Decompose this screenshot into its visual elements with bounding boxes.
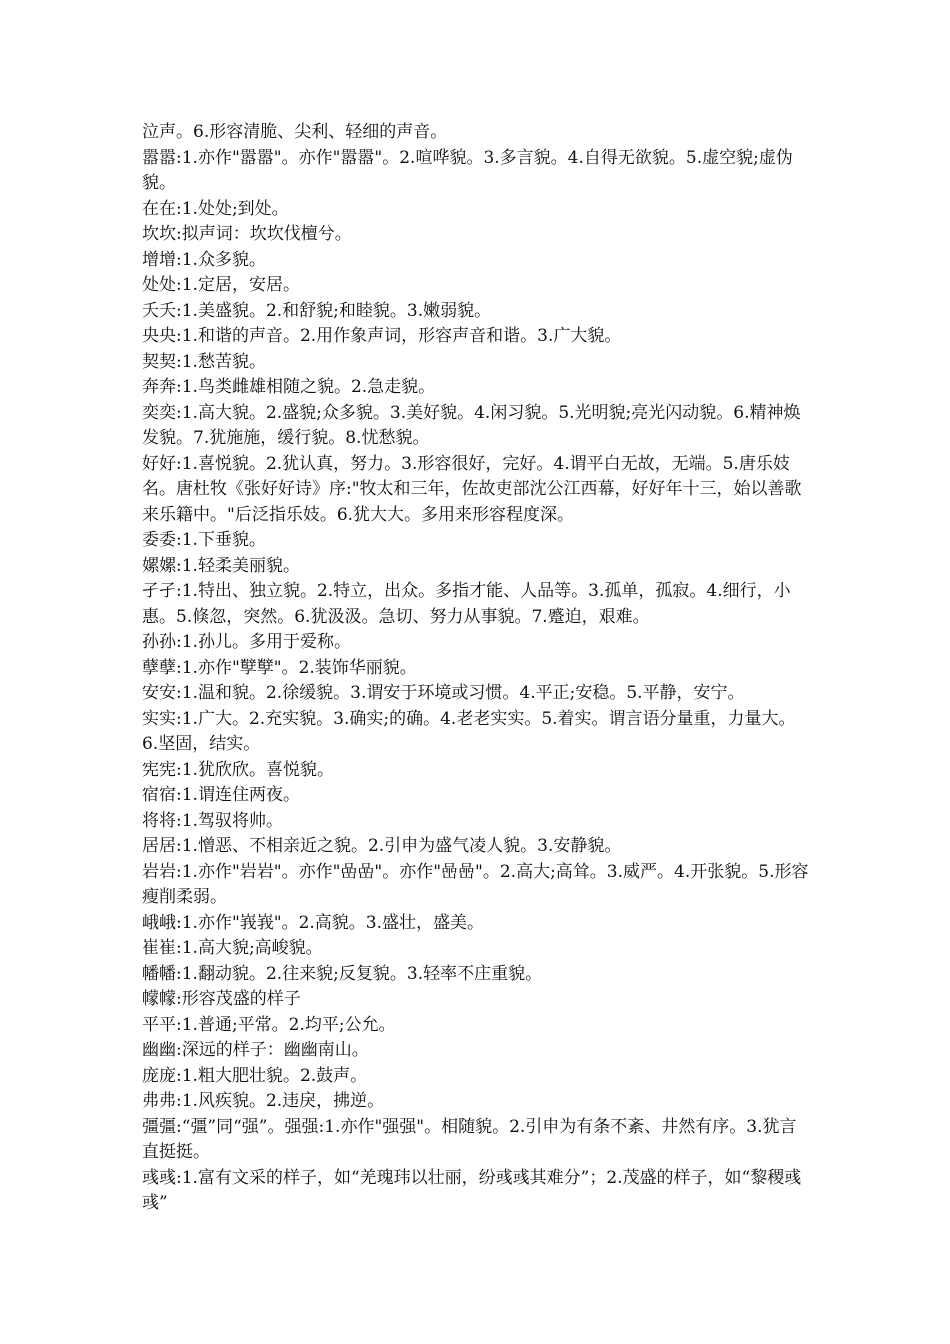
entry-yangyang: 央央:1.和谐的声音。2.用作象声词，形容声音和谐。3.广大貌。 [142, 326, 622, 346]
entry-pingping: 平平:1.普通;平常。2.均平;公允。 [142, 1014, 396, 1035]
entry-jiangjiang: 将将:1.驾驭将帅。 [142, 810, 283, 831]
entry-yuyu: 彧彧:1.富有文采的样子，如“羌瑰玮以壮丽，纷彧彧其难分”；2.茂盛的样子，如“黎稷彧彧” [142, 1167, 802, 1213]
entry-jiejie: 孑孑:1.特出、独立貌。2.特立，出众。多指才能、人品等。3.孤单，孤寂。4.细行，小惠。5.倏忽，突然。6.犹汲汲。急切、努力从事貌。7.蹙迫，艰难。 [142, 581, 791, 627]
entry-mengmeng: 幪幪:形容茂盛的样子 [142, 989, 301, 1009]
document-body [142, 120, 810, 1217]
entry-chuchu: 处处:1.定居，安居。 [142, 275, 300, 295]
entry-haohao: 好好:1.喜悦貌。2.犹认真，努力。3.形容很好，完好。4.谓平白无故，无端。5.唐乐妓名。唐杜牧《张好好诗》序:"牧太和三年，佐故吏部沈公江西幕，好好年十三，始以善歌来乐籍中。"后泛指乐妓。6.犹大大。多用来形容程度深。 [142, 453, 802, 525]
entry-shishi: 实实:1.广大。2.充实貌。3.确实;的确。4.老老实实。5.着实。谓言语分量重，力量大。6.坚固，结实。 [142, 708, 796, 754]
entry-leilei: 嫘嫘:1.轻柔美丽貌。 [142, 555, 300, 576]
entry-benben: 奔奔:1.鸟类雌雄相随之貌。2.急走貌。 [142, 377, 436, 397]
entry-sunsun: 孙孙:1.孙儿。多用于爱称。 [142, 632, 351, 652]
entry-anan: 安安:1.温和貌。2.徐缓貌。3.谓安于环境或习惯。4.平正;安稳。5.平静，安宁。 [142, 683, 745, 703]
entry-fufu: 弗弗:1.风疾貌。2.违戾，拂逆。 [142, 1091, 385, 1111]
entry-ee: 峨峨:1.亦作"峩峩"。2.高貌。3.盛壮，盛美。 [142, 912, 485, 933]
entry-yiyi: 奕奕:1.高大貌。2.盛貌;众多貌。3.美好貌。4.闲习貌。5.光明貌;亮光闪动貌。6.精神焕发貌。7.犹施施，缓行貌。8.忧愁貌。 [142, 402, 801, 448]
entry-nieniel: 孽孽:1.亦作"孼孼"。2.装饰华丽貌。 [142, 657, 417, 678]
entry-xiaoxiao: 嚣嚣:1.亦作"嚣嚣"。亦作"嚣嚣"。2.喧哗貌。3.多言貌。4.自得无欲貌。5.虚空貌;虚伪貌。 [142, 147, 793, 193]
entry-qiangqiang: 彊彊:“彊”同“强”。强强:1.亦作"强强"。相随貌。2.引申为有条不紊、井然有序。3.犹言直挺挺。 [142, 1116, 797, 1162]
entry-weiwei: 委委:1.下垂貌。 [142, 530, 266, 550]
entry-xianxian: 宪宪:1.犹欣欣。喜悦貌。 [142, 759, 334, 780]
entry-kankan: 坎坎:拟声词：坎坎伐檀兮。 [142, 224, 352, 244]
entry-youyou: 幽幽:深远的样子：幽幽南山。 [142, 1040, 369, 1060]
entry-fragment-continuation: 泣声。6.形容清脆、尖利、轻细的声音。 [142, 122, 448, 142]
entry-fanfan: 幡幡:1.翻动貌。2.往来貌;反复貌。3.轻率不庄重貌。 [142, 963, 543, 984]
entry-qiqi: 契契:1.愁苦貌。 [142, 351, 266, 372]
entry-zengzeng: 增增:1.众多貌。 [142, 249, 266, 270]
entry-cuicui: 崔崔:1.高大貌;高峻貌。 [142, 938, 323, 958]
entry-susu: 宿宿:1.谓连住两夜。 [142, 785, 300, 805]
entry-yaoyao: 夭夭:1.美盛貌。2.和舒貌;和睦貌。3.嫩弱貌。 [142, 300, 492, 321]
entry-pangpang: 庞庞:1.粗大肥壮貌。2.鼓声。 [142, 1065, 368, 1086]
entry-yanyan: 岩岩:1.亦作"岩岩"。亦作"嵒嵒"。亦作"喦喦"。2.高大;高耸。3.威严。4.开张貌。5.形容瘦削柔弱。 [142, 861, 809, 907]
entry-zaizai: 在在:1.处处;到处。 [142, 198, 289, 219]
entry-juju: 居居:1.憎恶、不相亲近之貌。2.引申为盛气凌人貌。3.安静貌。 [142, 836, 622, 856]
